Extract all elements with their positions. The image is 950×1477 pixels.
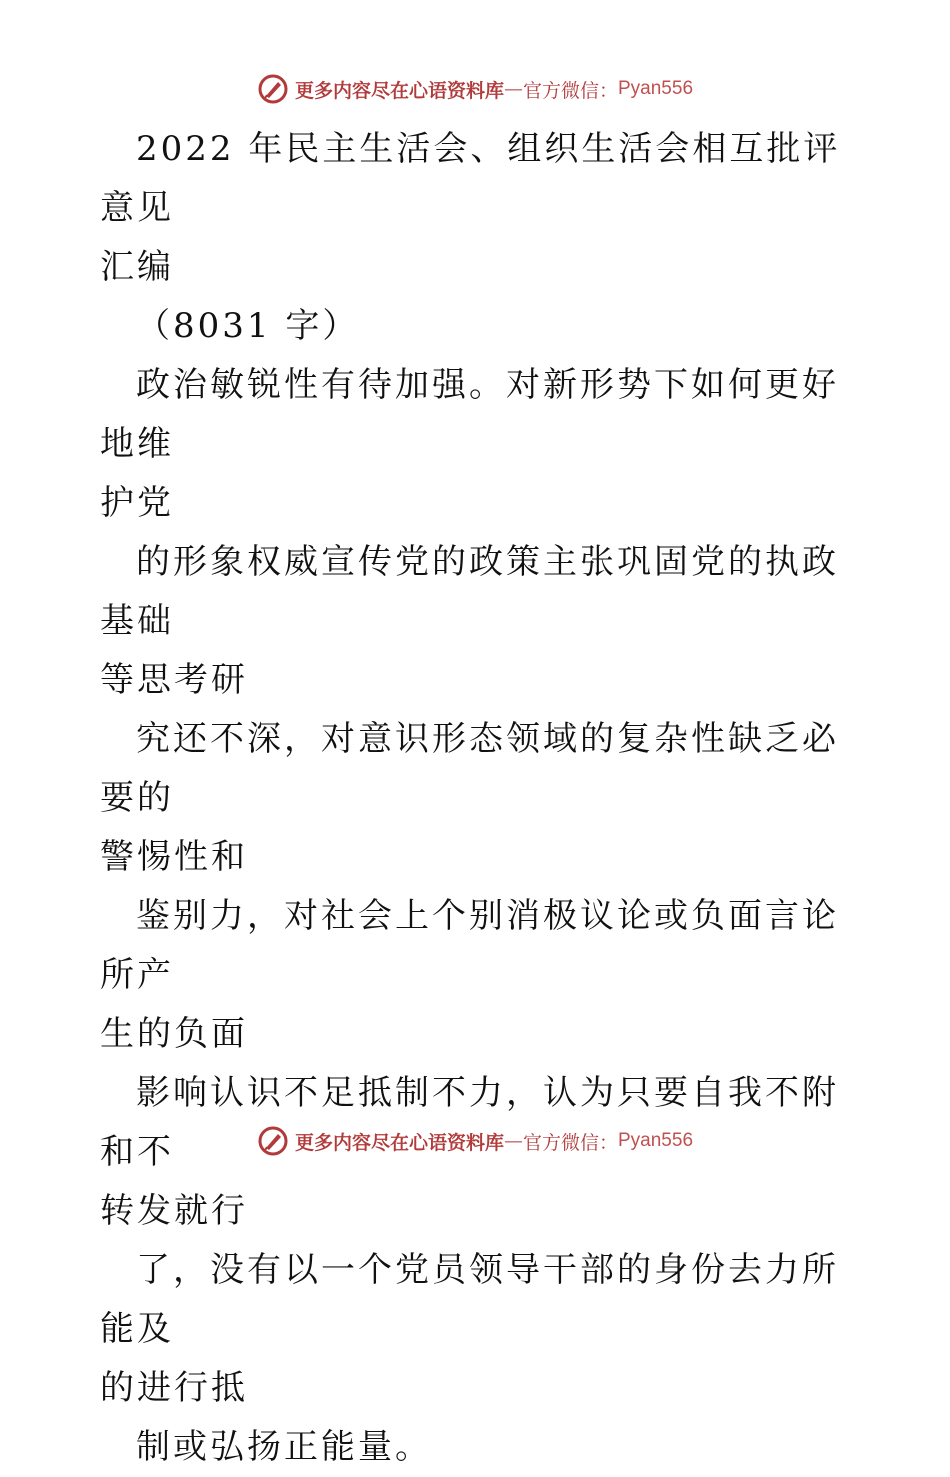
paragraph-line: 等思考研 [100, 660, 248, 700]
word-count: （8031 字） [136, 306, 360, 346]
watermark-contact-label: 官方微信： [522, 79, 618, 102]
paragraph-line: 究还不深，对意识形态领域的复杂性缺乏必要的 [100, 719, 839, 818]
quill-logo-icon [257, 1125, 289, 1157]
paragraph-line: 的形象权威宣传党的政策主张巩固党的执政基础 [100, 542, 839, 641]
watermark-wechat-id: Pyan556 [618, 1130, 694, 1151]
watermark-main-text: 更多内容尽在心语资料库 [294, 79, 504, 102]
paragraph-line: 制或弘扬正能量。 [136, 1427, 432, 1467]
paragraph-line: 鉴别力，对社会上个别消极议论或负面言论所产 [100, 896, 839, 995]
paragraph-line: 政治敏锐性有待加强。对新形势下如何更好地维 [100, 365, 839, 464]
paragraph-line: 生的负面 [100, 1014, 248, 1054]
paragraph-line: 影响认识不足抵制不力，认为只要自我不附和不 [100, 1073, 839, 1172]
watermark-separator: — [503, 78, 523, 100]
paragraph-line: 警惕性和 [100, 837, 248, 877]
quill-logo-icon [257, 73, 289, 105]
watermark-separator: — [503, 1130, 523, 1152]
document-body [100, 120, 860, 1477]
footer-watermark [0, 1125, 950, 1157]
paragraph-line: 转发就行 [100, 1191, 248, 1231]
header-watermark [0, 73, 950, 105]
watermark-wechat-id: Pyan556 [618, 78, 694, 99]
paragraph-line: 护党 [100, 483, 174, 523]
watermark-contact-label: 官方微信： [522, 1131, 618, 1154]
paragraph-line: 的进行抵 [100, 1368, 248, 1408]
document-title-line-1: 2022 年民主生活会、组织生活会相互批评意见 [100, 129, 841, 228]
document-title-line-2: 汇编 [100, 247, 174, 287]
watermark-main-text: 更多内容尽在心语资料库 [294, 1131, 504, 1154]
paragraph-line: 了，没有以一个党员领导干部的身份去力所能及 [100, 1250, 839, 1349]
